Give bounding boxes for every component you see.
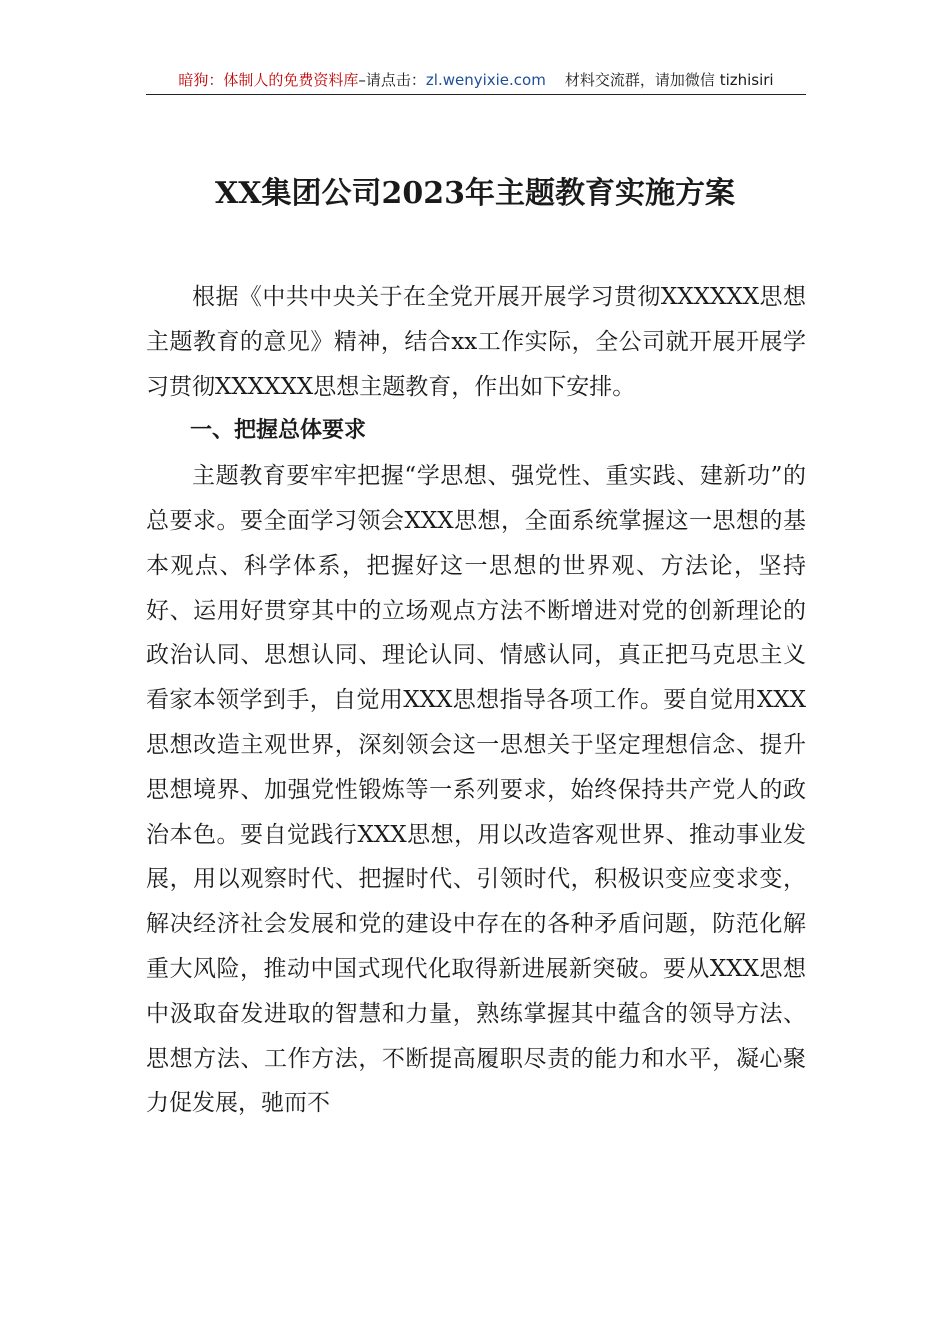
site-link[interactable]: zl.wenyixie.com [425, 71, 546, 89]
page-header [146, 66, 806, 95]
intro-paragraph: 根据《中共中央关于在全党开展开展学习贯彻XXXXXX思想主题教育的意见》精神，结合xx工作实际，全公司就开展开展学习贯彻XXXXXX思想主题教育，作出如下安排。 [146, 284, 806, 400]
document-body [146, 275, 806, 1126]
section-1-paragraph: 主题教育要牢牢把握“学思想、强党性、重实践、建新功”的总要求。要全面学习领会XXX思想，全面系统掌握这一思想的基本观点、科学体系，把握好这一思想的世界观、方法论，坚持好、运用好贯穿其中的立场观点方法不断增进对党的创新理论的政治认同、思想认同、理论认同、情感认同，真正把马克思主义看家本领学到手，自觉用XXX思想指导各项工作。要自觉用XXX思想改造主观世界，深刻领会这一思想关于坚定理想信念、提升思想境界、加强党性锻炼等一系列要求，始终保持共产党人的政治本色。要自觉践行XXX思想，用以改造客观世界、推动事业发展，用以观察时代、把握时代、引领时代，积极识变应变求变，解决经济社会发展和党的建设中存在的各种矛盾问题，防范化解重大风险，推动中国式现代化取得新进展新突破。要从XXX思想中汲取奋发进取的智慧和力量，熟练掌握其中蕴含的领导方法、思想方法、工作方法，不断提高履职尽责的能力和水平，凝心聚力促发展，驰而不 [146, 463, 806, 1117]
promo-label: 暗狗：体制人的免费资料库 [178, 71, 359, 89]
contact-text: 材料交流群，请加微信 tizhisiri [564, 71, 774, 89]
click-prompt: –请点击： [358, 71, 426, 89]
document-title: XX集团公司2023年主题教育实施方案 [214, 176, 736, 211]
section-1-heading: 一、把握总体要求 [190, 418, 367, 444]
